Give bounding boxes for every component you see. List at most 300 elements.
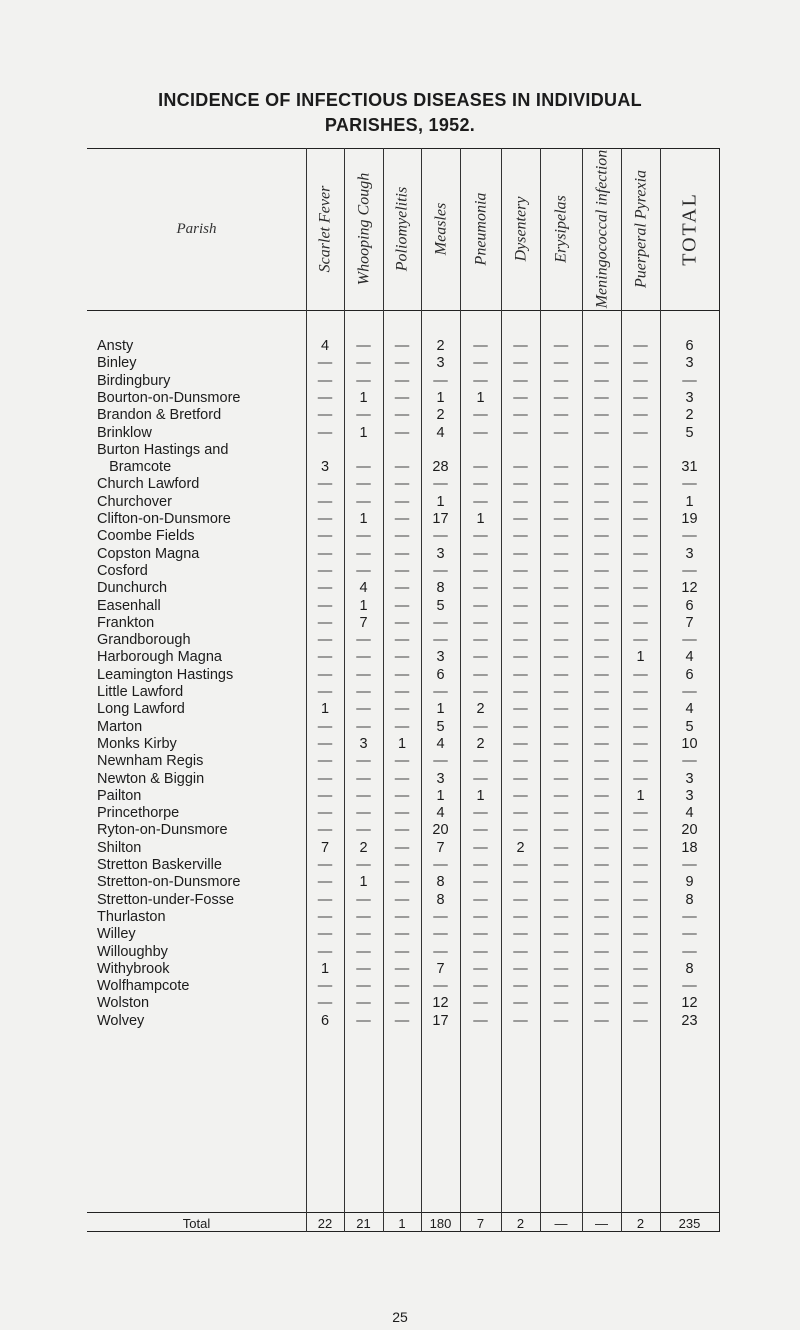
parish-name: Bramcote [97,459,172,476]
table-cell: — [394,805,410,822]
column-header [582,148,621,310]
parish-name: Marton [97,718,143,735]
table-cell: — [394,372,410,389]
column-header-label: Puerperal Pyrexia [632,169,649,289]
table-cell: 17 [432,1012,449,1029]
table-cell: — [473,753,488,770]
table-cell: — [594,839,609,856]
table-cell: — [513,424,528,441]
parish-name: Ansty [97,338,134,354]
table-cell: — [473,978,488,995]
table-cell: — [594,372,609,389]
parish-name: Burton Hastings and [97,441,229,458]
table-cell: — [553,1012,569,1029]
table-cell: — [356,528,371,545]
table-cell: 4 [685,649,694,666]
table-cell: — [682,684,697,700]
table-cell: — [513,493,528,510]
table-cell: — [633,1012,648,1029]
table-cell: — [473,718,488,735]
table-row [87,355,719,372]
table-cell: 1 [476,389,485,406]
table-cell: — [394,493,410,510]
table-cell: — [553,978,569,995]
table-cell: — [594,770,609,787]
table-row [87,649,719,666]
table-cell: 8 [436,874,445,891]
table-cell: — [356,476,371,493]
table-cell: — [513,666,528,683]
table-cell: — [594,511,609,527]
table-cell: — [633,822,648,839]
table-cell: — [633,459,648,476]
parish-name: Stretton-on-Dunsmore [97,874,241,891]
parish-name: Frankton [97,614,155,631]
table-cell: — [473,528,488,545]
table-cell: — [317,891,333,908]
table-cell: 5 [436,597,445,614]
table-cell: 2 [359,839,368,856]
table-cell: — [594,528,609,545]
column-header [621,148,660,310]
table-cell: — [594,545,609,562]
table-cell: — [317,943,333,960]
table-cell: — [394,666,410,683]
table-cell: 1 [359,597,368,614]
column-rule [460,148,461,1232]
table-cell: — [356,407,371,424]
table-cell: — [553,805,569,822]
table-row [87,407,719,424]
table-row [87,857,719,874]
table-cell: — [394,753,410,770]
table-cell: — [473,459,488,476]
table-cell: 7 [685,614,694,631]
table-cell: — [433,943,448,960]
table-row [87,719,719,736]
table-row [87,909,719,926]
table-cell: 5 [436,718,445,735]
table-cell: — [633,891,648,908]
table-cell: 1 [436,787,445,804]
table-cell: — [513,960,528,977]
table-cell: — [594,614,609,631]
table-cell: — [394,874,410,891]
table-cell: — [473,476,488,493]
table-cell: 7 [359,614,368,631]
table-cell: — [553,372,569,389]
table-cell: — [473,493,488,510]
table-row [87,390,719,407]
table-row [87,978,719,995]
table-cell: — [553,908,569,925]
table-cell: — [682,372,697,389]
table-cell: 1 [476,511,485,527]
table-cell: 1 [636,787,645,804]
table-cell: 1 [320,960,330,977]
table-row [87,788,719,805]
page-subtitle: PARISHES, 1952. [324,115,476,135]
table-cell: — [394,338,410,354]
parish-name: Little Lawford [97,684,184,700]
table-cell: — [394,822,410,839]
table-row [87,476,719,493]
table-row [87,892,719,909]
table-cell: — [594,822,609,839]
disease-table [87,148,719,1232]
column-rule [621,148,622,1232]
table-cell: — [473,372,488,389]
table-cell: — [633,857,648,873]
column-header-label: Pneumonia [472,192,489,266]
table-cell: — [553,545,569,562]
table-cell: — [553,528,569,545]
table-cell: — [513,389,528,406]
table-cell: — [433,528,448,545]
table-cell: — [394,718,410,735]
table-cell: — [594,424,609,441]
column-header-label: Whooping Cough [355,172,372,286]
table-row [87,459,719,476]
table-cell: — [473,545,488,562]
table-cell: — [682,943,697,960]
table-cell: — [433,978,448,995]
table-cell: 6 [685,666,694,683]
table-cell: — [633,338,648,354]
table-cell: — [394,960,410,977]
table-cell: — [633,735,648,752]
table-cell: — [594,389,609,406]
table-cell: — [553,580,569,597]
table-row [87,615,719,632]
table-cell: — [633,511,648,527]
table-cell: — [356,787,371,804]
table-row [87,528,719,545]
table-row [87,684,719,701]
table-cell: 23 [681,1012,698,1029]
table-cell: — [594,960,609,977]
parish-name: Brinklow [97,424,152,441]
table-cell: — [553,562,569,579]
table-cell: — [356,908,371,925]
table-cell: — [433,908,448,925]
parish-name: Long Lawford [97,701,185,718]
table-cell: — [356,943,371,960]
table-cell: — [473,580,488,597]
table-cell: — [633,562,648,579]
table-cell: — [317,874,333,891]
table-cell: — [356,995,371,1012]
table-cell: 8 [436,891,445,908]
table-row [87,961,719,978]
parish-name: Stretton-under-Fosse [97,891,235,908]
table-cell: 4 [685,701,694,718]
table-cell: 5 [685,718,694,735]
table-cell: — [356,372,371,389]
table-cell: 8 [685,960,694,977]
table-cell: 2 [685,407,694,424]
table-cell: — [317,511,333,527]
table-cell: — [513,891,528,908]
table-row [87,805,719,822]
table-cell: — [473,649,488,666]
table-cell: — [356,338,371,354]
total-cell: — [595,1216,608,1231]
table-cell: 1 [436,493,445,510]
table-cell: — [553,459,569,476]
table-cell: 17 [432,511,449,527]
column-header-label: Measles [432,202,449,256]
table-cell: — [553,770,569,787]
table-cell: — [317,597,333,614]
table-cell: — [394,407,410,424]
table-cell: — [394,580,410,597]
table-cell: — [633,528,648,545]
table-row [87,736,719,753]
parish-name: Monks Kirby [97,735,177,752]
table-cell: 3 [359,735,368,752]
table-cell: 3 [685,355,694,372]
table-cell: — [394,770,410,787]
table-cell: — [394,926,410,943]
column-rule [660,148,661,1232]
table-cell: — [317,632,333,649]
parish-name: Wolfhampcote [97,978,190,995]
table-cell: — [633,874,648,891]
table-cell: — [317,614,333,631]
column-rule [582,148,583,1232]
table-cell: 1 [359,424,368,441]
column-rule [421,148,422,1232]
table-cell: — [473,960,488,977]
table-row [87,373,719,390]
parish-name: Newton & Biggin [97,770,205,787]
column-rule [540,148,541,1232]
table-row [87,425,719,442]
table-cell: — [473,424,488,441]
table-top-rule [87,148,719,149]
column-header-label: Erysipelas [552,195,570,263]
table-cell: 1 [397,735,407,752]
table-cell: — [553,960,569,977]
column-rule [383,148,384,1232]
table-cell: — [553,338,569,354]
table-cell: 3 [685,770,694,787]
table-cell: — [594,926,609,943]
table-cell: — [633,926,648,943]
table-cell: — [433,632,448,649]
total-cell: 22 [317,1216,333,1231]
parish-name: Easenhall [97,597,161,614]
table-cell: 1 [476,787,485,804]
table-cell: 20 [432,822,449,839]
parish-name: Binley [97,355,137,372]
table-cell: — [513,943,528,960]
table-cell: 10 [681,735,698,752]
table-cell: — [513,597,528,614]
table-cell: 2 [476,735,485,752]
table-cell: — [317,407,333,424]
table-cell: 2 [476,701,485,718]
table-cell: — [394,545,410,562]
table-cell: — [513,978,528,995]
parish-name: Coombe Fields [97,528,195,545]
table-cell: — [682,632,697,649]
table-cell: — [513,632,528,649]
parish-name: Princethorpe [97,805,180,822]
table-cell: 6 [436,666,445,683]
table-cell: — [433,372,448,389]
table-cell: — [317,908,333,925]
parish-name: Grandborough [97,632,191,649]
table-cell: — [473,995,488,1012]
parish-name: Withybrook [97,960,170,977]
table-cell: — [356,805,371,822]
table-cell: — [633,389,648,406]
table-cell: — [394,476,410,493]
table-cell: — [594,943,609,960]
table-cell: — [594,787,609,804]
table-cell: — [633,407,648,424]
table-cell: — [513,718,528,735]
table-cell: — [433,857,448,873]
table-cell: — [553,407,569,424]
table-cell: — [317,476,333,493]
total-cell: 2 [516,1216,525,1231]
table-cell: 6 [685,597,694,614]
table-cell: — [473,839,488,856]
table-cell: — [553,735,569,752]
table-cell: — [317,753,333,770]
table-cell: — [513,857,528,873]
table-row [87,546,719,563]
table-cell: — [633,424,648,441]
table-cell: — [594,562,609,579]
table-cell: — [394,839,410,856]
table-cell: — [356,684,371,700]
table-cell: — [633,701,648,718]
table-cell: — [633,718,648,735]
table-cell: 8 [436,580,445,597]
table-cell: — [473,684,488,700]
table-cell: — [317,372,333,389]
table-cell: — [473,614,488,631]
table-cell: — [553,597,569,614]
parish-name: Clifton-on-Dunsmore [97,511,231,527]
table-cell: 4 [359,580,368,597]
parish-name: Willoughby [97,943,168,960]
table-cell: — [682,562,697,579]
table-cell: — [553,666,569,683]
table-cell: 4 [436,735,445,752]
parish-name: Wolvey [97,1012,145,1029]
total-cell: 180 [429,1216,452,1231]
table-cell: — [594,580,609,597]
table-cell: — [553,701,569,718]
table-row [87,511,719,528]
table-cell: — [513,407,528,424]
table-cell: — [553,424,569,441]
table-cell: 7 [436,960,445,977]
table-cell: — [594,684,609,700]
table-cell: — [317,528,333,545]
table-cell: — [394,995,410,1012]
table-cell: — [394,562,410,579]
table-cell: — [356,960,371,977]
table-cell: — [394,528,410,545]
table-cell: — [356,718,371,735]
column-header-label: Scarlet Fever [316,185,334,273]
table-cell: — [513,874,528,891]
total-cell: 21 [356,1216,371,1231]
parish-name: Bourton-on-Dunsmore [97,389,241,406]
table-cell: 6 [685,338,694,354]
table-cell: — [473,338,488,354]
table-cell: — [356,649,371,666]
table-cell: — [594,476,609,493]
column-rule [501,148,502,1232]
parish-name: Harborough Magna [97,649,222,666]
column-header [344,148,383,310]
column-header [421,148,460,310]
table-cell: — [594,338,609,354]
table-cell: — [394,632,410,649]
table-cell: — [682,528,697,545]
parish-name: Cosford [97,562,148,579]
table-cell: — [633,770,648,787]
table-cell: — [594,355,609,372]
table-cell: 18 [681,839,698,856]
table-cell: — [317,493,333,510]
table-cell: 12 [681,995,698,1012]
table-cell: — [594,805,609,822]
table-cell: — [513,908,528,925]
table-cell: — [394,424,410,441]
table-cell: — [394,649,410,666]
table-cell: — [553,718,569,735]
table-cell: — [633,753,648,770]
table-cell: 3 [436,770,445,787]
table-cell: — [633,960,648,977]
table-cell: — [682,857,697,873]
table-cell: 2 [436,407,445,424]
table-cell: 28 [432,459,449,476]
total-rule [87,1212,719,1213]
table-cell: — [513,753,528,770]
table-cell: — [394,908,410,925]
table-cell: — [633,597,648,614]
table-cell: — [594,978,609,995]
parish-name: Newnham Regis [97,753,204,770]
table-cell: — [594,735,609,752]
table-row [87,995,719,1012]
table-cell: — [633,943,648,960]
table-cell: — [394,943,410,960]
table-cell: — [682,476,697,493]
table-cell: 1 [436,389,445,406]
table-cell: 4 [320,338,330,354]
table-cell: — [553,926,569,943]
table-cell: — [513,805,528,822]
table-cell: — [473,597,488,614]
table-cell: — [473,857,488,873]
table-cell: — [394,511,410,527]
table-cell: — [317,978,333,995]
table-row [87,580,719,597]
table-cell: — [473,770,488,787]
column-header [501,148,540,310]
table-cell: 8 [685,891,694,908]
